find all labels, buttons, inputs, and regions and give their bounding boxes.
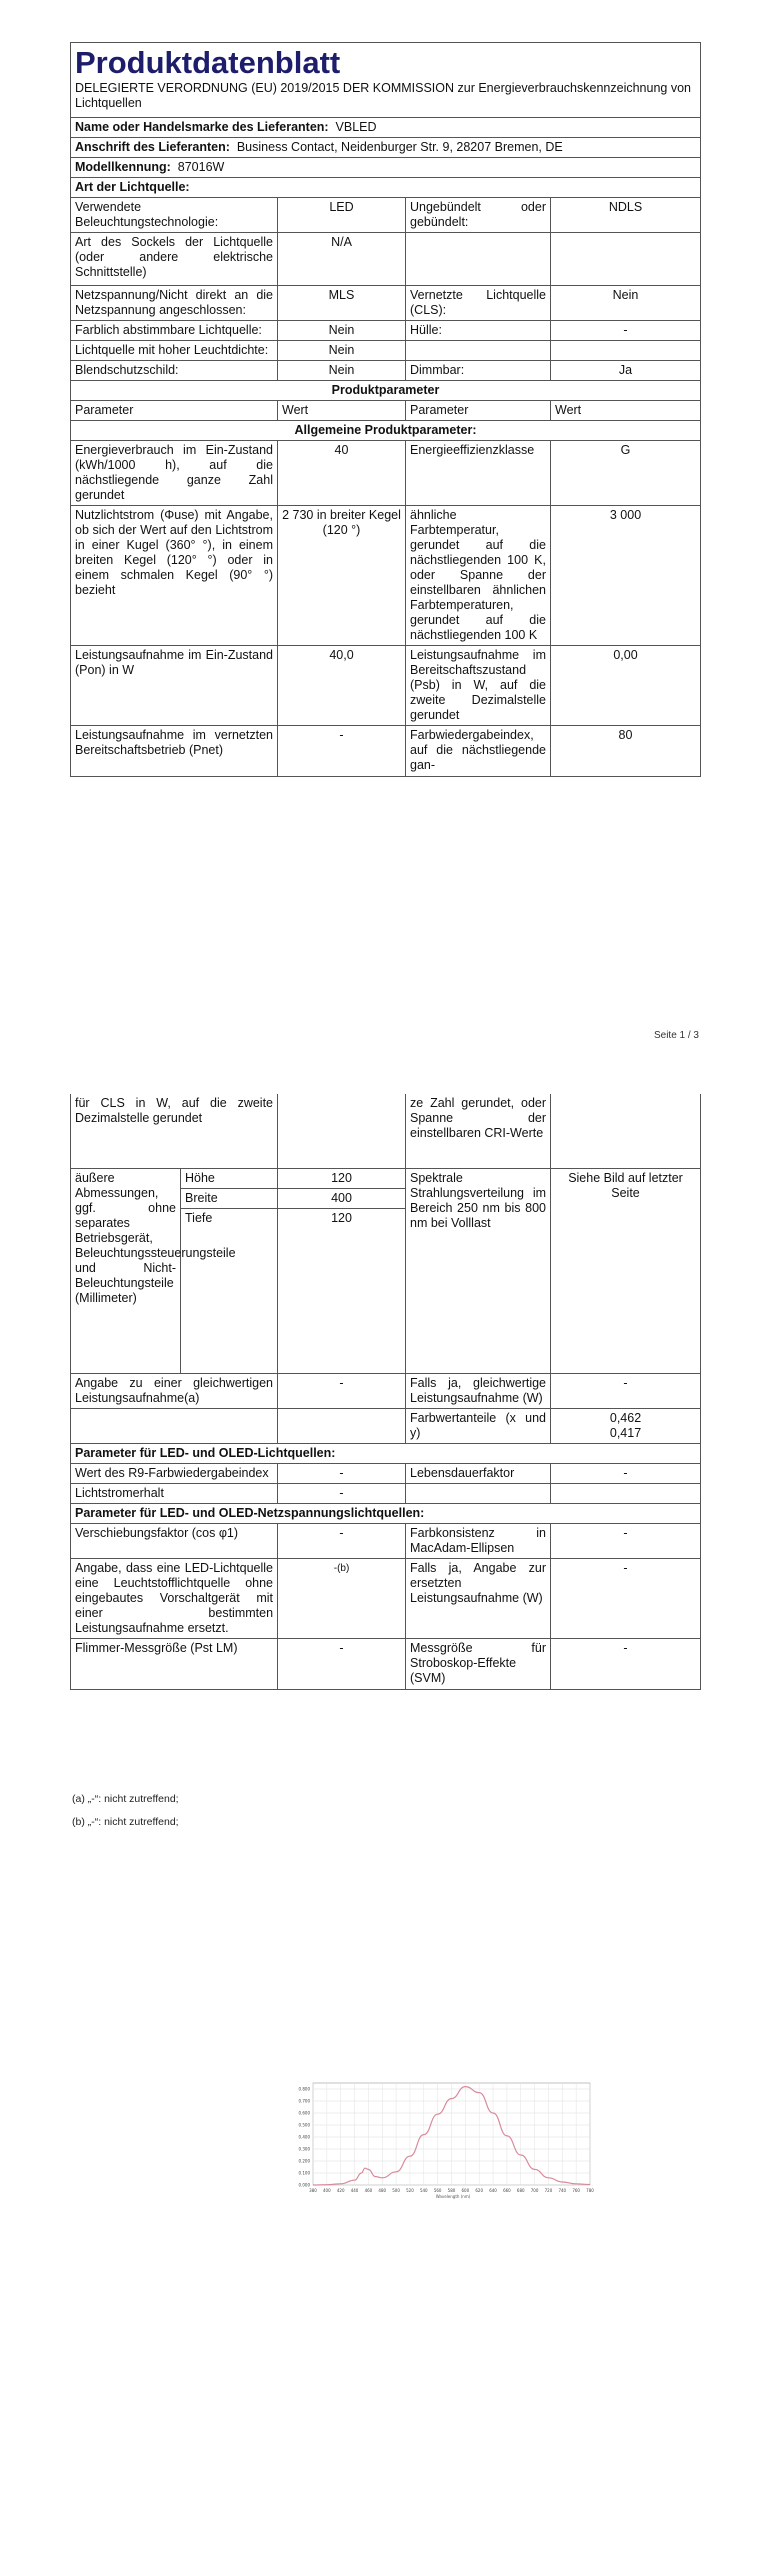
x-tick-label: 660 bbox=[503, 2188, 511, 2193]
y-tick-label: 0.000 bbox=[298, 2182, 310, 2188]
datasheet-page-2 bbox=[70, 1094, 700, 1690]
empty-cell bbox=[71, 1409, 278, 1444]
dimensions-label: äußere Abmessungen, ggf. ohne separates Betriebsgerät, Beleuchtungssteuerungsteile und Nicht-Beleuchtungsteile (Millimeter) bbox=[71, 1169, 181, 1374]
x-tick-label: 520 bbox=[406, 2188, 414, 2193]
width-label: Breite bbox=[181, 1189, 278, 1209]
x-tick-label: 640 bbox=[489, 2188, 497, 2193]
useful-flux-value: 2 730 in breiter Kegel (120 °) bbox=[278, 506, 406, 646]
x-tick-label: 580 bbox=[447, 2188, 456, 2193]
table-row bbox=[71, 286, 701, 321]
footnote-a: (a) „-“: nicht zutreffend; bbox=[72, 1793, 179, 1805]
dimmable-label: Dimmbar: bbox=[406, 361, 551, 381]
empty-cell bbox=[551, 1484, 701, 1504]
networked-standby-cont: für CLS in W, auf die zweite Dezimalstelle gerundet bbox=[71, 1094, 278, 1169]
envelope-label: Hülle: bbox=[406, 321, 551, 341]
empty-cell bbox=[278, 1409, 406, 1444]
chromaticity-label: Farbwertanteile (x und y) bbox=[406, 1409, 551, 1444]
table-row bbox=[71, 1464, 701, 1484]
footnote-b: (b) „-“: nicht zutreffend; bbox=[72, 1816, 179, 1828]
y-tick-label: 0.800 bbox=[298, 2086, 310, 2092]
supplier-name-value: VBLED bbox=[335, 120, 377, 134]
supplier-name-row bbox=[71, 118, 701, 138]
empty-cell bbox=[551, 233, 701, 286]
x-tick-label: 460 bbox=[364, 2188, 373, 2193]
y-tick-label: 0.700 bbox=[298, 2098, 310, 2104]
cap-type-value: N/A bbox=[278, 233, 406, 286]
replaced-power-value: - bbox=[551, 1559, 701, 1639]
x-tick-label: 540 bbox=[419, 2188, 428, 2193]
r9-label: Wert des R9-Farbwiedergabeindex bbox=[71, 1464, 278, 1484]
fluorescent-replacement-label: Angabe, dass eine LED-Lichtquelle eine Leuchtstofflichtquelle ohne eingebautes Vorschaltgerät mit einer bestimmten Leistungsaufnahme ersetzt. bbox=[71, 1559, 278, 1639]
spectral-distribution-value: Siehe Bild auf letzter Seite bbox=[551, 1169, 701, 1374]
stroboscopic-value: - bbox=[551, 1639, 701, 1690]
y-tick-label: 0.200 bbox=[298, 2158, 310, 2164]
chromaticity-value: 0,462 0,417 bbox=[551, 1409, 701, 1444]
height-label: Höhe bbox=[181, 1169, 278, 1189]
equivalent-power-value: - bbox=[278, 1374, 406, 1409]
empty-cell bbox=[406, 1484, 551, 1504]
color-consistency-label: Farbkonsistenz in MacAdam-Ellipsen bbox=[406, 1524, 551, 1559]
x-tick-label: 700 bbox=[530, 2188, 539, 2193]
y-tick-label: 0.600 bbox=[298, 2110, 310, 2116]
table-row bbox=[71, 646, 701, 726]
cct-value: 3 000 bbox=[551, 506, 701, 646]
replaced-power-label: Falls ja, Angabe zur ersetzten Leistungsaufnahme (W) bbox=[406, 1559, 551, 1639]
x-axis-label: Wavelength (nm) bbox=[435, 2194, 471, 2199]
efficiency-class-value: G bbox=[551, 441, 701, 506]
standby-power-value: 0,00 bbox=[551, 646, 701, 726]
y-tick-label: 0.100 bbox=[298, 2170, 310, 2176]
table-row bbox=[71, 198, 701, 233]
table-row bbox=[71, 1559, 701, 1639]
energy-consumption-label: Energieverbrauch im Ein-Zustand (kWh/1000 h), auf die nächstliegende ganze Zahl gerundet bbox=[71, 441, 278, 506]
equivalent-power-label: Angabe zu einer gleichwertigen Leistungsaufnahme(a) bbox=[71, 1374, 278, 1409]
chart-background bbox=[285, 2075, 600, 2200]
depth-value: 120 bbox=[278, 1209, 406, 1374]
x-tick-label: 380 bbox=[309, 2188, 317, 2193]
x-tick-label: 400 bbox=[323, 2188, 331, 2193]
x-tick-label: 760 bbox=[572, 2188, 580, 2193]
table-row bbox=[71, 341, 701, 361]
high-luminance-value: Nein bbox=[278, 341, 406, 361]
depth-label: Tiefe bbox=[181, 1209, 278, 1374]
networked-standby-label: Leistungsaufnahme im vernetzten Bereitschaftsbetrieb (Pnet) bbox=[71, 726, 278, 777]
antiglare-label: Blendschutzschild: bbox=[71, 361, 278, 381]
on-power-label: Leistungsaufnahme im Ein-Zustand (Pon) in W bbox=[71, 646, 278, 726]
y-tick-label: 0.300 bbox=[298, 2146, 310, 2152]
x-tick-label: 440 bbox=[350, 2188, 359, 2193]
displacement-factor-label: Verschiebungsfaktor (cos φ1) bbox=[71, 1524, 278, 1559]
col-header-value: Wert bbox=[551, 401, 701, 421]
table-row bbox=[71, 321, 701, 341]
flicker-value: - bbox=[278, 1639, 406, 1690]
col-header-parameter: Parameter bbox=[71, 401, 278, 421]
flicker-label: Flimmer-Messgröße (Pst LM) bbox=[71, 1639, 278, 1690]
technology-label: Verwendete Beleuchtungstechnologie: bbox=[71, 198, 278, 233]
column-header-row bbox=[71, 401, 701, 421]
envelope-value: - bbox=[551, 321, 701, 341]
directional-label: Ungebündelt oder gebündelt: bbox=[406, 198, 551, 233]
x-tick-label: 600 bbox=[461, 2188, 470, 2193]
cri-label-cont: ze Zahl gerundet, oder Spanne der einstellbaren CRI-Werte bbox=[406, 1094, 551, 1169]
empty-cell bbox=[551, 341, 701, 361]
mains-params-heading: Parameter für LED- und OLED-Netzspannungslichtquellen: bbox=[71, 1504, 701, 1524]
supplier-address-label: Anschrift des Lieferanten: bbox=[75, 140, 230, 154]
datasheet-page-1 bbox=[70, 42, 700, 777]
spectral-distribution-chart bbox=[285, 2075, 600, 2200]
supplier-address-value: Business Contact, Neidenburger Str. 9, 28207 Bremen, DE bbox=[236, 140, 563, 154]
page-title: Produktdatenblatt bbox=[75, 45, 341, 80]
directional-value: NDLS bbox=[551, 198, 701, 233]
lumen-maintenance-value: - bbox=[278, 1484, 406, 1504]
x-tick-label: 420 bbox=[336, 2188, 345, 2193]
mains-label: Netzspannung/Nicht direkt an die Netzspannung angeschlossen: bbox=[71, 286, 278, 321]
x-tick-label: 780 bbox=[586, 2188, 594, 2193]
dimmable-value: Ja bbox=[551, 361, 701, 381]
table-row bbox=[71, 441, 701, 506]
table-row bbox=[71, 1639, 701, 1690]
datasheet-table-page-2 bbox=[70, 1094, 701, 1690]
table-row bbox=[71, 233, 701, 286]
networked-standby-value: - bbox=[278, 726, 406, 777]
led-params-heading: Parameter für LED- und OLED-Lichtquellen: bbox=[71, 1444, 701, 1464]
efficiency-class-label: Energieeffizienzklasse bbox=[406, 441, 551, 506]
on-power-value: 40,0 bbox=[278, 646, 406, 726]
y-tick-label: 0.400 bbox=[298, 2134, 310, 2140]
general-params-heading: Allgemeine Produktparameter: bbox=[71, 421, 701, 441]
regulation-subtitle: DELEGIERTE VERORDNUNG (EU) 2019/2015 DER KOMMISSION zur Energieverbrauchskennzeichnung von Lichtquellen bbox=[75, 81, 691, 110]
cls-label: Vernetzte Lichtquelle (CLS): bbox=[406, 286, 551, 321]
table-row bbox=[71, 1169, 701, 1189]
standby-power-label: Leistungsaufnahme im Bereitschaftszustand (Psb) in W, auf die zweite Dezimalstelle gerundet bbox=[406, 646, 551, 726]
table-row bbox=[71, 726, 701, 777]
tunable-value: Nein bbox=[278, 321, 406, 341]
energy-consumption-value: 40 bbox=[278, 441, 406, 506]
col-header-value: Wert bbox=[278, 401, 406, 421]
height-value: 120 bbox=[278, 1169, 406, 1189]
table-row bbox=[71, 1524, 701, 1559]
empty-cell bbox=[406, 341, 551, 361]
color-consistency-value: - bbox=[551, 1524, 701, 1559]
spectral-distribution-label: Spektrale Strahlungsverteilung im Bereich 250 nm bis 800 nm bei Volllast bbox=[406, 1169, 551, 1374]
x-tick-label: 740 bbox=[558, 2188, 567, 2193]
technology-value: LED bbox=[278, 198, 406, 233]
displacement-factor-value: - bbox=[278, 1524, 406, 1559]
model-value: 87016W bbox=[177, 160, 225, 174]
x-tick-label: 560 bbox=[433, 2188, 442, 2193]
lumen-maintenance-label: Lichtstromerhalt bbox=[71, 1484, 278, 1504]
y-tick-label: 0.500 bbox=[298, 2122, 310, 2128]
stroboscopic-label: Messgröße für Stroboskop-Effekte (SVM) bbox=[406, 1639, 551, 1690]
x-tick-label: 480 bbox=[378, 2188, 387, 2193]
x-tick-label: 680 bbox=[516, 2188, 525, 2193]
cri-value: 80 bbox=[551, 726, 701, 777]
datasheet-table-page-1 bbox=[70, 42, 701, 777]
antiglare-value: Nein bbox=[278, 361, 406, 381]
mains-value: MLS bbox=[278, 286, 406, 321]
high-luminance-label: Lichtquelle mit hoher Leuchtdichte: bbox=[71, 341, 278, 361]
survival-factor-value: - bbox=[551, 1464, 701, 1484]
y-tick-labels bbox=[299, 2087, 311, 2188]
empty-cell bbox=[406, 233, 551, 286]
r9-value: - bbox=[278, 1464, 406, 1484]
table-row bbox=[71, 1484, 701, 1504]
table-row bbox=[71, 506, 701, 646]
model-label: Modellkennung: bbox=[75, 160, 171, 174]
x-tick-labels bbox=[309, 2188, 594, 2193]
table-row bbox=[71, 361, 701, 381]
useful-flux-label: Nutzlichtstrom (Φuse) mit Angabe, ob sich der Wert auf den Lichtstrom in einer Kugel (360° °), in einem breiten Kegel (120° °) oder in einem schmalen Kegel (90° °) bezieht bbox=[71, 506, 278, 646]
continuation-row bbox=[71, 1094, 701, 1169]
supplier-address-row bbox=[71, 138, 701, 158]
col-header-parameter: Parameter bbox=[406, 401, 551, 421]
cap-type-label: Art des Sockels der Lichtquelle (oder andere elektrische Schnittstelle) bbox=[71, 233, 278, 286]
x-tick-label: 500 bbox=[392, 2188, 400, 2193]
page-number: Seite 1 / 3 bbox=[653, 1030, 699, 1041]
product-params-heading: Produktparameter bbox=[71, 381, 701, 401]
model-row bbox=[71, 158, 701, 178]
survival-factor-label: Lebensdauerfaktor bbox=[406, 1464, 551, 1484]
equivalent-power-w-value: - bbox=[551, 1374, 701, 1409]
fluorescent-replacement-value: -(b) bbox=[278, 1559, 406, 1639]
supplier-name-label: Name oder Handelsmarke des Lieferanten: bbox=[75, 120, 329, 134]
cct-label: ähnliche Farbtemperatur, gerundet auf die nächstliegenden 100 K, oder Spanne der einstellbaren ähnlichen Farbtemperaturen, gerundet auf die nächstliegenden 100 K bbox=[406, 506, 551, 646]
table-row bbox=[71, 1374, 701, 1409]
cls-value: Nein bbox=[551, 286, 701, 321]
cri-label: Farbwiedergabeindex, auf die nächstliegende gan- bbox=[406, 726, 551, 777]
width-value: 400 bbox=[278, 1189, 406, 1209]
equivalent-power-w-label: Falls ja, gleichwertige Leistungsaufnahme (W) bbox=[406, 1374, 551, 1409]
table-row bbox=[71, 1409, 701, 1444]
x-tick-label: 720 bbox=[544, 2188, 553, 2193]
light-type-heading: Art der Lichtquelle: bbox=[71, 178, 701, 198]
tunable-label: Farblich abstimmbare Lichtquelle: bbox=[71, 321, 278, 341]
x-tick-label: 620 bbox=[475, 2188, 484, 2193]
